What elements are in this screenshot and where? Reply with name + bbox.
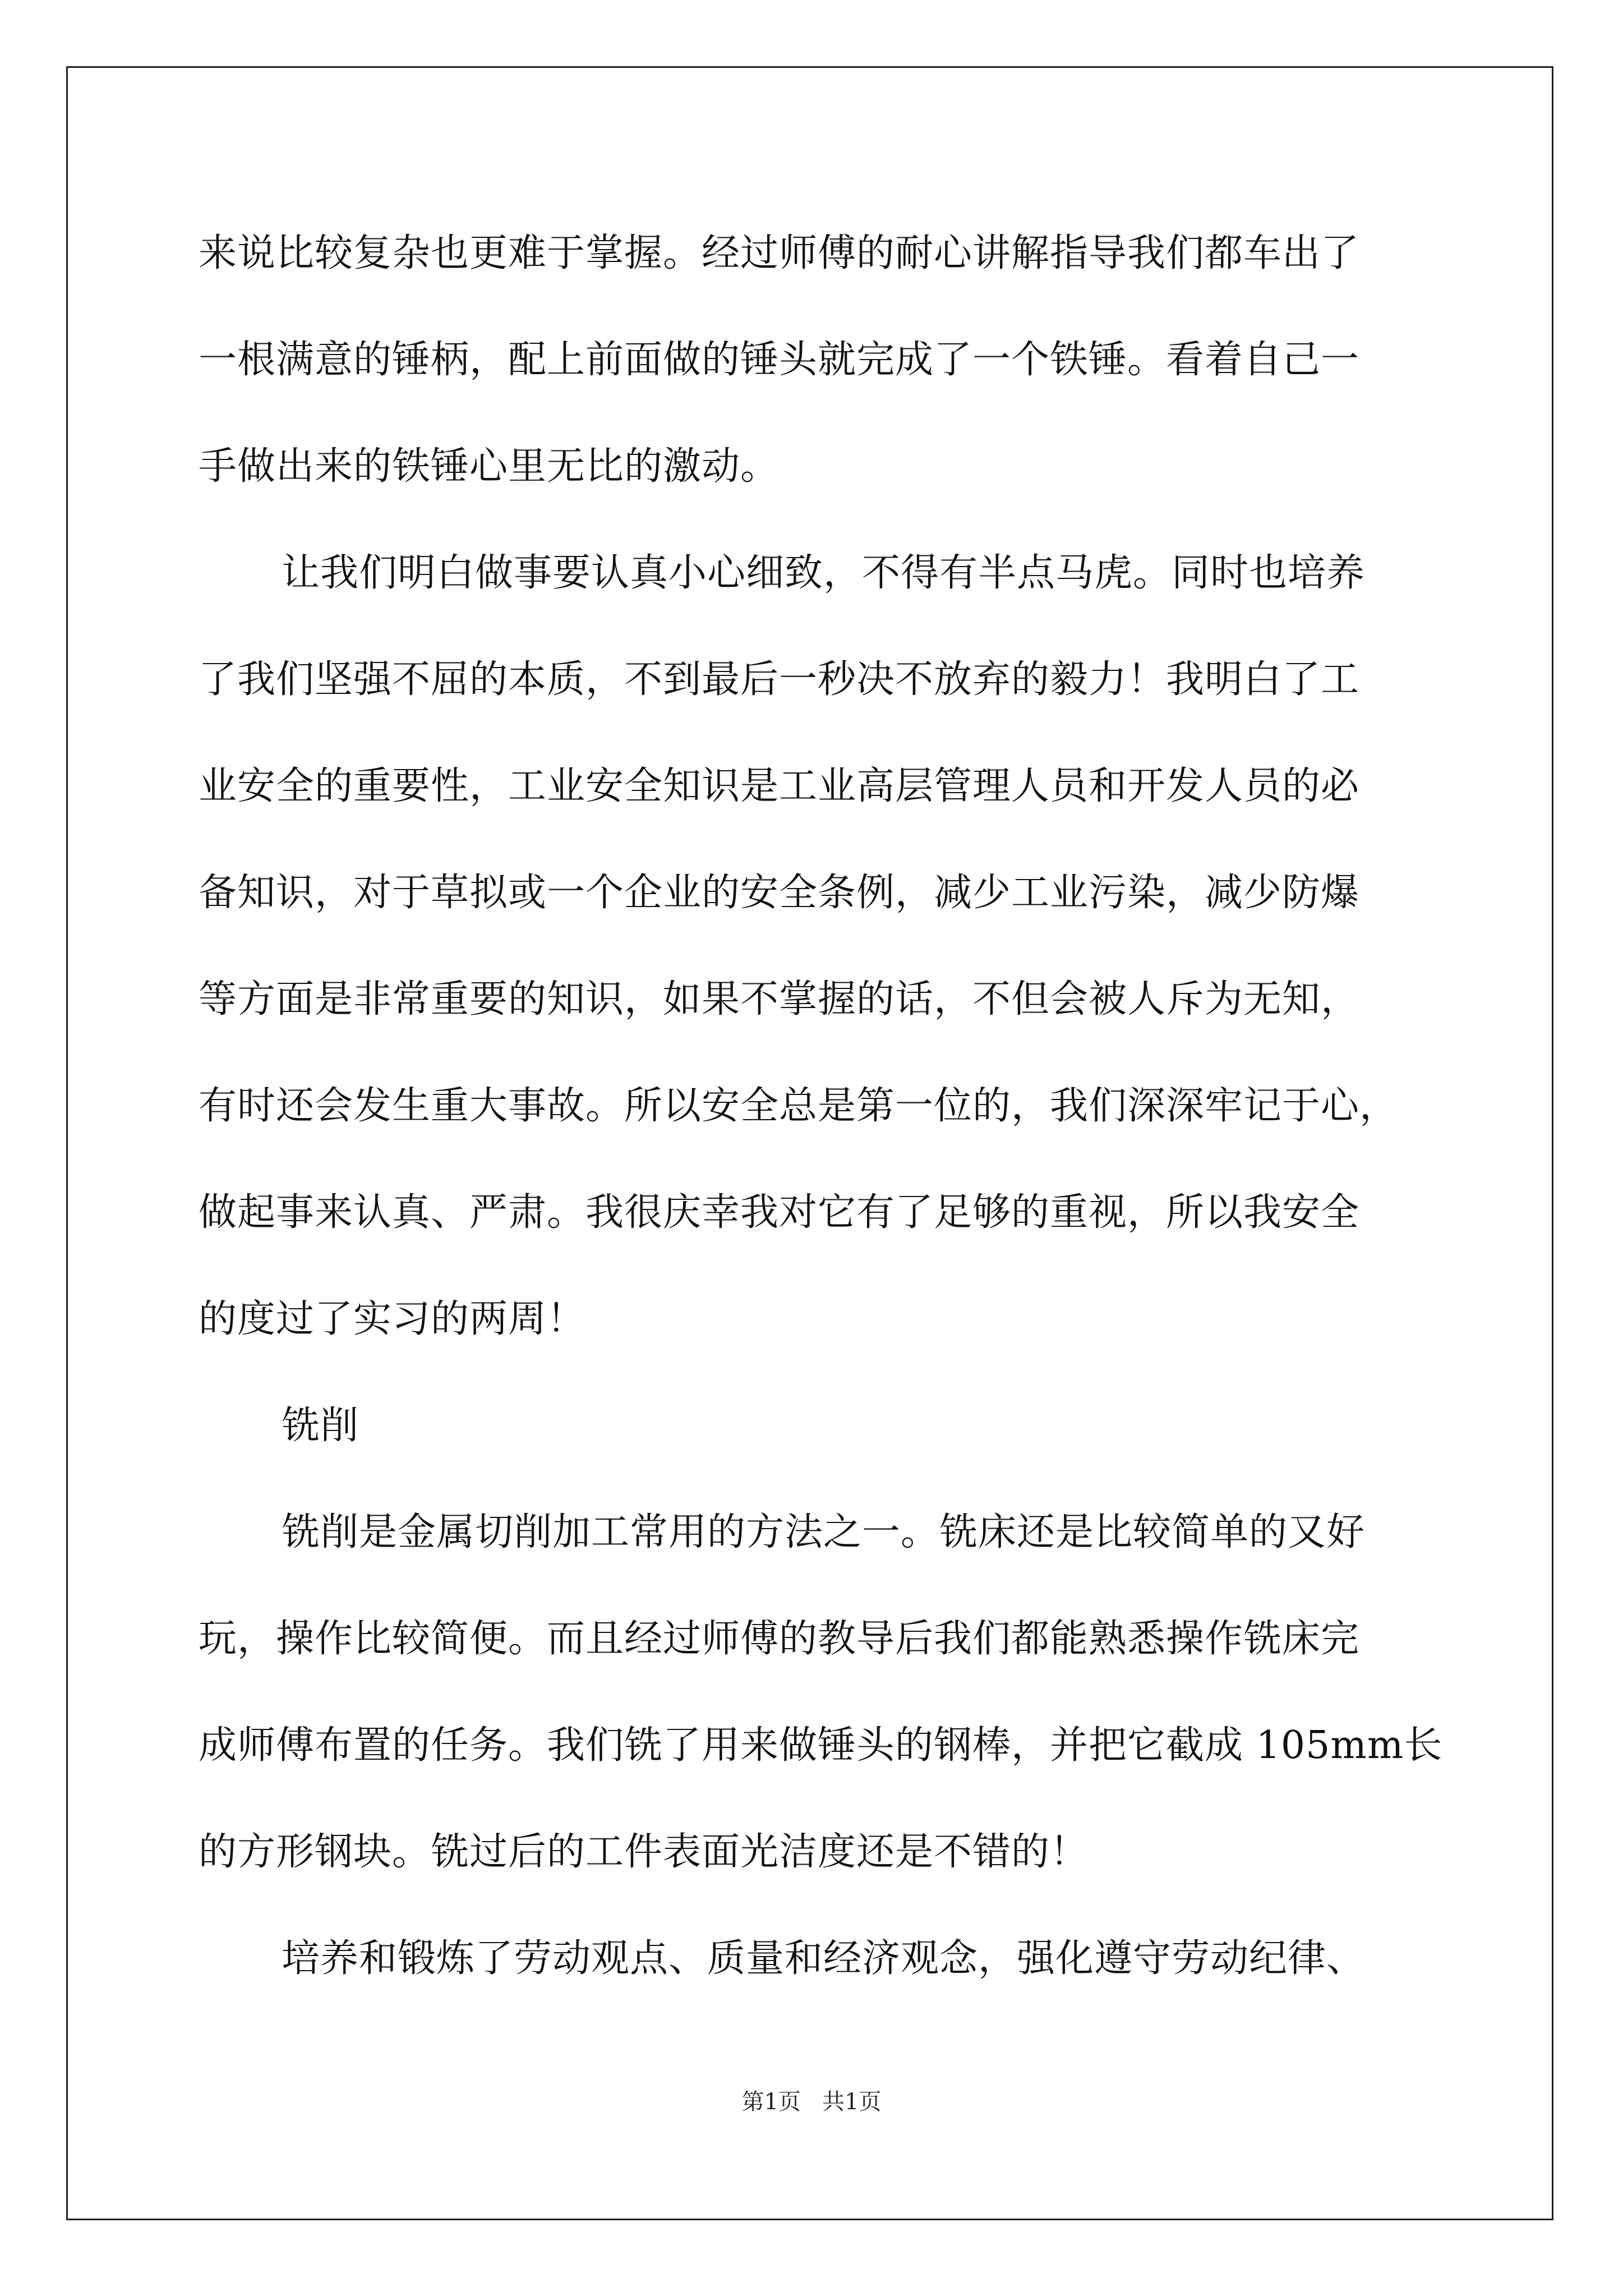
text-line: 一根满意的锤柄，配上前面做的锤头就完成了一个铁锤。看着自己一 — [199, 338, 1360, 382]
text-line: 的方形钢块。铣过后的工件表面光洁度还是不错的！ — [199, 1830, 1089, 1874]
text-line: 做起事来认真、严肃。我很庆幸我对它有了足够的重视，所以我安全 — [199, 1190, 1360, 1235]
page-border — [66, 66, 1553, 2220]
text-line: 成师傅布置的任务。我们铣了用来做锤头的钢棒，并把它截成 105mm长 — [199, 1723, 1443, 1768]
text-line: 铣削是金属切削加工常用的方法之一。铣床还是比较简单的又好 — [282, 1510, 1366, 1554]
text-line: 了我们坚强不屈的本质，不到最后一秒决不放弃的毅力！我明白了工 — [199, 657, 1360, 702]
text-line: 的度过了实习的两周！ — [199, 1297, 586, 1341]
text-line: 等方面是非常重要的知识，如果不掌握的话，不但会被人斥为无知， — [199, 977, 1360, 1022]
text-line: 玩，操作比较简便。而且经过师傅的教导后我们都能熟悉操作铣床完 — [199, 1617, 1360, 1661]
page-footer: 第1页 共1页 — [741, 2089, 882, 2115]
text-line: 来说比较复杂也更难于掌握。经过师傅的耐心讲解指导我们都车出了 — [199, 231, 1360, 275]
text-line: 备知识，对于草拟或一个企业的安全条例，减少工业污染，减少防爆 — [199, 871, 1360, 915]
text-line: 培养和锻炼了劳动观点、质量和经济观念，强化遵守劳动纪律、 — [282, 1936, 1366, 1981]
text-line: 手做出来的铁锤心里无比的激动。 — [199, 444, 780, 489]
text-line: 业安全的重要性，工业安全知识是工业高层管理人员和开发人员的必 — [199, 764, 1360, 808]
text-line: 让我们明白做事要认真小心细致，不得有半点马虎。同时也培养 — [282, 551, 1366, 595]
text-line: 有时还会发生重大事故。所以安全总是第一位的，我们深深牢记于心， — [199, 1084, 1399, 1128]
section-heading: 铣削 — [282, 1404, 359, 1448]
